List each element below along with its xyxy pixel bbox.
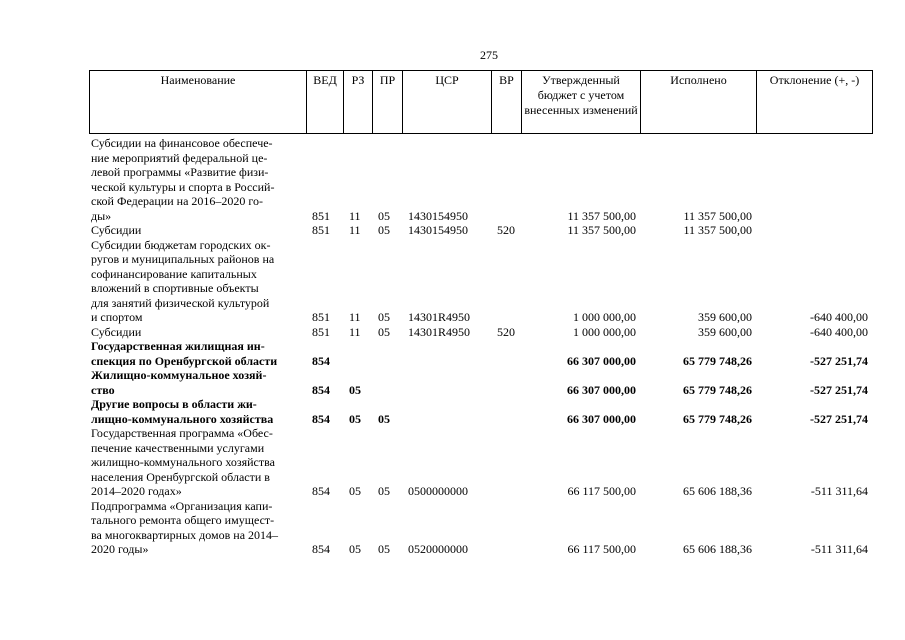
cell-pr: 05 xyxy=(378,208,390,223)
cell-rz: 05 xyxy=(349,542,361,556)
cell-ved: 854 xyxy=(312,353,330,368)
table-row xyxy=(89,426,872,499)
table-row xyxy=(89,325,872,340)
cell-deviation: -511 311,64 xyxy=(810,542,868,556)
cell-deviation xyxy=(756,223,872,238)
cell-ved: 854 xyxy=(312,484,330,498)
cell-rz: 11 xyxy=(349,208,361,223)
cell-vr: 520 xyxy=(497,324,515,339)
cell-deviation: -527 251,74 xyxy=(810,382,868,397)
header-row xyxy=(90,71,873,134)
budget-table xyxy=(89,136,872,557)
cell-approved: 66 307 000,00 xyxy=(567,382,636,397)
cell-executed: 359 600,00 xyxy=(698,324,752,339)
table-row xyxy=(89,238,872,325)
header-pr: ПР xyxy=(373,71,403,134)
header-executed: Исполнено xyxy=(641,71,757,134)
cell-approved: 66 117 500,00 xyxy=(567,484,636,498)
table-body xyxy=(89,136,872,557)
cell-executed: 11 357 500,00 xyxy=(683,208,752,223)
cell-executed: 65 779 748,26 xyxy=(683,411,752,426)
cell-csr xyxy=(402,368,491,397)
table-row xyxy=(89,223,872,238)
cell-executed: 65 606 188,36 xyxy=(683,484,752,498)
cell-deviation xyxy=(756,136,872,223)
cell-vr xyxy=(491,426,521,499)
cell-csr xyxy=(402,397,491,426)
cell-name: Подпрограмма «Организация капи- тального ремонта общего имущест- ва многоквартирных домов на 2014– 2020 годы» xyxy=(91,498,279,556)
cell-rz: 05 xyxy=(349,484,361,498)
cell-csr: 1430154950 xyxy=(408,223,468,237)
table-row xyxy=(89,339,872,368)
cell-name: Субсидии на финансовое обеспече- ние мероприятий федеральной це- левой программы «Развитие физи- ческой культуры и спорта в Россий- ской Федерации на 2016–2020 го- ды» xyxy=(91,136,275,223)
cell-executed: 65 779 748,26 xyxy=(683,353,752,368)
header-deviation: Отклонение (+, -) xyxy=(757,71,873,134)
cell-approved: 1 000 000,00 xyxy=(573,324,636,339)
cell-name: Субсидии xyxy=(91,324,142,339)
cell-deviation: -640 400,00 xyxy=(810,310,868,324)
cell-vr xyxy=(491,499,521,557)
cell-pr: 05 xyxy=(378,411,390,426)
cell-rz: 11 xyxy=(349,324,361,339)
table-row xyxy=(89,368,872,397)
cell-csr: 0520000000 xyxy=(408,542,468,556)
cell-ved: 854 xyxy=(312,382,330,397)
header-vr: ВР xyxy=(492,71,522,134)
cell-deviation: -527 251,74 xyxy=(810,411,868,426)
cell-pr: 05 xyxy=(378,310,390,324)
cell-ved: 854 xyxy=(312,411,330,426)
cell-csr: 0500000000 xyxy=(408,484,468,498)
cell-pr: 05 xyxy=(378,324,390,339)
cell-approved: 1 000 000,00 xyxy=(573,310,636,324)
cell-name: Субсидии xyxy=(91,223,142,237)
cell-executed: 359 600,00 xyxy=(698,310,752,324)
cell-ved: 851 xyxy=(312,310,330,324)
cell-vr xyxy=(491,238,521,325)
cell-ved: 851 xyxy=(312,324,330,339)
cell-csr: 1430154950 xyxy=(408,208,468,223)
page-number: 275 xyxy=(480,48,498,62)
table-row xyxy=(89,397,872,426)
cell-vr: 520 xyxy=(497,223,515,237)
table-row xyxy=(89,499,872,557)
cell-pr xyxy=(372,339,402,368)
header-approved: Утвержденный бюджет с учетом внесенных изменений xyxy=(522,71,641,134)
cell-deviation: -511 311,64 xyxy=(810,484,868,498)
cell-name: Субсидии бюджетам городских ок- ругов и муниципальных районов на софинансирование капитальных вложений в спортивные объекты для занятий физической культурой и спортом xyxy=(91,237,275,324)
header-ved: ВЕД xyxy=(307,71,344,134)
table-row xyxy=(89,136,872,223)
cell-executed: 11 357 500,00 xyxy=(683,223,752,237)
cell-ved: 851 xyxy=(312,208,330,223)
cell-approved: 66 307 000,00 xyxy=(567,353,636,368)
cell-rz xyxy=(343,339,372,368)
cell-vr xyxy=(491,397,521,426)
cell-rz: 05 xyxy=(349,382,361,397)
cell-csr: 14301R4950 xyxy=(408,310,471,324)
cell-deviation: -640 400,00 xyxy=(810,324,868,339)
header-name: Наименование xyxy=(90,71,307,134)
cell-pr xyxy=(372,368,402,397)
cell-csr: 14301R4950 xyxy=(408,324,471,339)
cell-ved: 854 xyxy=(312,542,330,556)
cell-vr xyxy=(491,339,521,368)
cell-csr xyxy=(402,339,491,368)
cell-vr xyxy=(491,136,521,223)
header-csr: ЦСР xyxy=(403,71,492,134)
cell-pr: 05 xyxy=(378,542,390,556)
cell-rz: 11 xyxy=(349,310,361,324)
header-rz: РЗ xyxy=(344,71,373,134)
table-header xyxy=(89,70,873,134)
cell-rz: 05 xyxy=(349,411,361,426)
cell-executed: 65 779 748,26 xyxy=(683,382,752,397)
cell-name: Другие вопросы в области жи- лищно-коммунального хозяйства xyxy=(91,397,274,426)
cell-name: Жилищно-коммунальное хозяй- ство xyxy=(91,368,267,397)
cell-deviation: -527 251,74 xyxy=(810,353,868,368)
cell-approved: 11 357 500,00 xyxy=(567,223,636,237)
cell-executed: 65 606 188,36 xyxy=(683,542,752,556)
cell-rz: 11 xyxy=(349,223,361,237)
cell-pr: 05 xyxy=(378,223,390,237)
cell-name: Государственная программа «Обес- печение качественными услугами жилищно-коммунального хозяйства населения Оренбургской области в 2014–2020 годах» xyxy=(91,426,275,498)
cell-vr xyxy=(491,368,521,397)
cell-ved: 851 xyxy=(312,223,330,237)
cell-approved: 66 307 000,00 xyxy=(567,411,636,426)
cell-approved: 11 357 500,00 xyxy=(567,208,636,223)
cell-pr: 05 xyxy=(378,484,390,498)
cell-approved: 66 117 500,00 xyxy=(567,542,636,556)
cell-name: Государственная жилищная ин- спекция по Оренбургской области xyxy=(91,339,278,368)
